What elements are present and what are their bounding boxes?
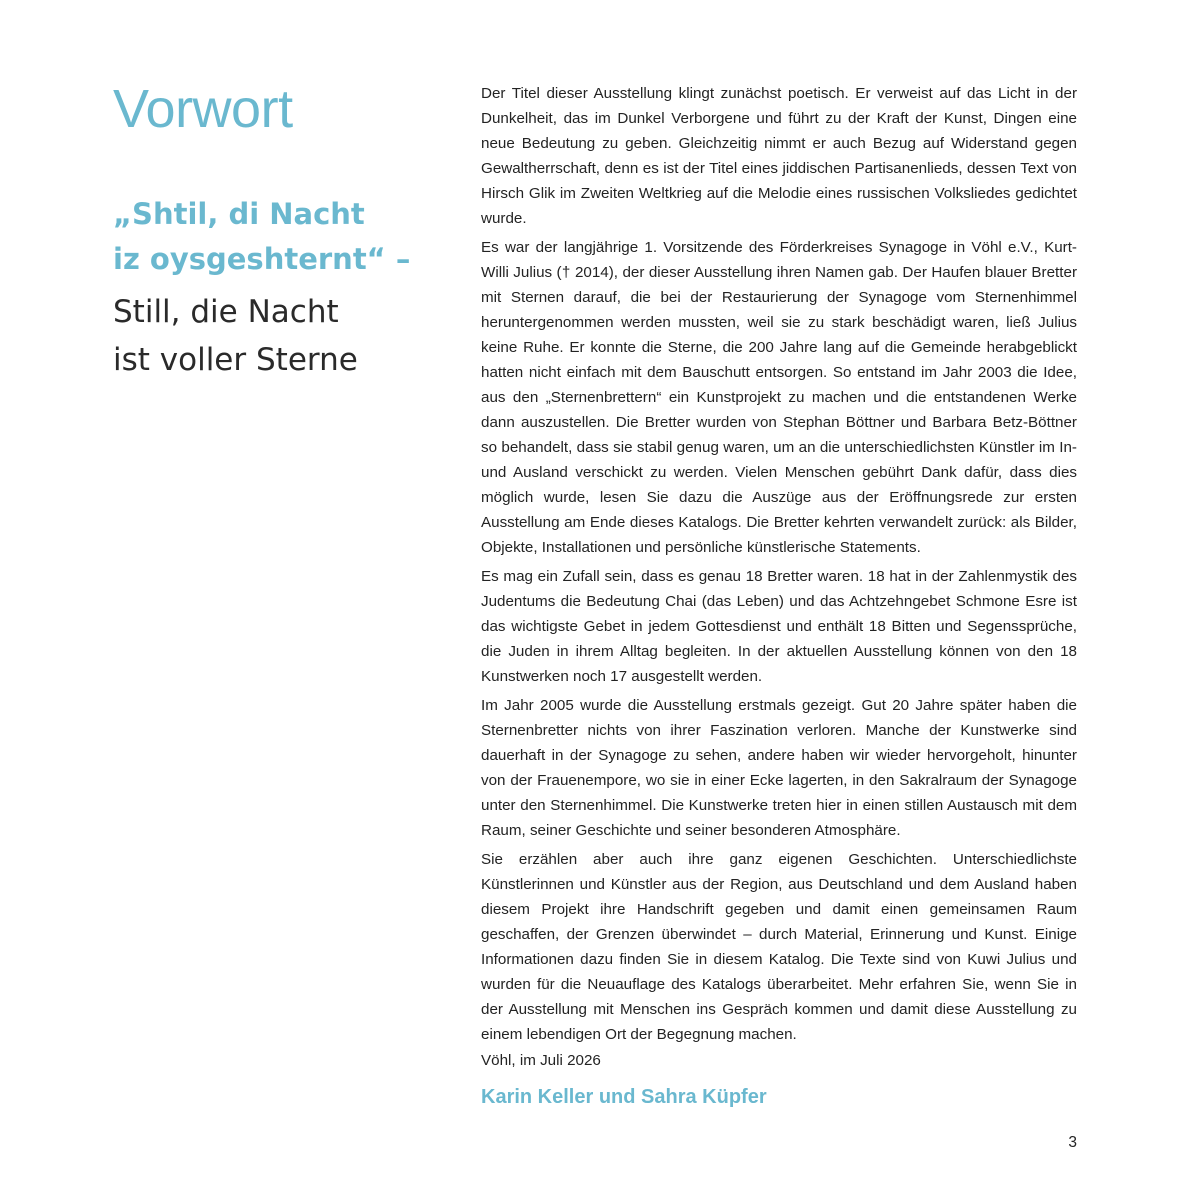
- paragraph-3: Es mag ein Zufall sein, dass es genau 18 Bretter waren. 18 hat in der Zahlenmystik des Judentums die Bedeutung Chai (das Leben) und das Achtzehngebet Schmone Esre ist das wichtigste Gebet in jedem Gottesdienst und enthält 18 Bitten und Segenssprüche, die Juden in ihrem Alltag begleiten. In der aktuellen Ausstellung können von den 18 Kunstwerken noch 17 ausgestellt werden.: [481, 568, 1077, 685]
- german-subtitle-line-1: Still, die Nacht: [113, 294, 339, 330]
- page-title: Vorwort: [113, 79, 293, 139]
- paragraph-4: Im Jahr 2005 wurde die Ausstellung erstmals gezeigt. Gut 20 Jahre später haben die Sternenbretter nichts von ihrer Faszination verloren. Manche der Kunstwerke sind dauerhaft in der Synagoge zu sehen, andere haben wir wieder hervorgeholt, hinunter von der Frauenempore, wo sie in einer Ecke lagerten, in den Sakralraum der Synagoge unter den Sternenhimmel. Die Kunstwerke treten hier in einen stillen Austausch mit dem Raum, seiner Geschichte und seiner besonderen Atmosphäre.: [481, 697, 1077, 839]
- german-subtitle: [113, 288, 453, 384]
- paragraph-1: Der Titel dieser Ausstellung klingt zunächst poetisch. Er verweist auf das Licht in der Dunkelheit, das im Dunkel Verborgene und führt zu der Kraft der Kunst, Dingen eine neue Bedeutung zu geben. Gleichzeitig nimmt er auch Bezug auf Widerstand gegen Gewaltherrschaft, denn es ist der Titel eines jiddischen Partisanenlieds, dessen Text von Hirsch Glik im Zweiten Weltkrieg auf die Melodie eines russischen Volksliedes gedichtet wurde.: [481, 85, 1077, 227]
- paragraph-5: Sie erzählen aber auch ihre ganz eigenen Geschichten. Unterschiedlichste Künstlerinnen und Künstler aus der Region, aus Deutschland und dem Ausland haben diesem Projekt ihre Handschrift gegeben und damit einen gemeinsamen Raum geschaffen, der Grenzen überwindet – durch Material, Erinnerung und Kunst. Einige Informationen dazu finden Sie in diesem Katalog. Die Texte sind von Kuwi Julius und wurden für die Neuauflage des Katalogs überarbeitet. Mehr erfahren Sie, wenn Sie in der Ausstellung mit Menschen ins Gespräch kommen und damit diese Ausstellung zu einem lebendigen Ort der Begegnung machen.: [481, 851, 1077, 1043]
- page-number: 3: [1068, 1134, 1077, 1151]
- yiddish-subtitle: [113, 192, 453, 282]
- yiddish-subtitle-line-1: „Shtil, di Nacht: [113, 197, 365, 231]
- german-subtitle-line-2: ist voller Sterne: [113, 342, 358, 378]
- body-text: [481, 81, 1077, 1051]
- paragraph-2: Es war der langjährige 1. Vorsitzende des Förderkreises Synagoge in Vöhl e.V., Kurt-Willi Julius († 2014), der dieser Ausstellung ihren Namen gab. Der Haufen blauer Bretter mit Sternen darauf, die bei der Restaurierung der Synagoge vom Sternenhimmel heruntergenommen werden mussten, weil sie zu stark beschädigt waren, ließ Julius keine Ruhe. Er konnte die Sterne, die 200 Jahre lang auf die Gemeinde herabgeblickt hatten nicht einfach mit dem Bauschutt entsorgen. So entstand im Jahr 2003 die Idee, aus den „Sternenbrettern“ ein Kunstprojekt zu machen und die entstandenen Werke dann auszustellen. Die Bretter wurden von Stephan Böttner und Barbara Betz-Böttner so behandelt, dass sie stabil genug waren, um an die unterschiedlichsten Künstler im In- und Ausland verschickt zu werden. Vielen Menschen gebührt Dank dafür, dass dies möglich wurde, lesen Sie dazu die Auszüge aus der Eröffnungsrede zur ersten Ausstellung am Ende dieses Katalogs. Die Bretter kehrten verwandelt zurück: als Bilder, Objekte, Installationen und persönliche künstlerische Statements.: [481, 239, 1077, 556]
- place-date: Vöhl, im Juli 2026: [481, 1052, 601, 1069]
- yiddish-subtitle-line-2: iz oysgeshternt“ –: [113, 242, 411, 276]
- heading-column: [113, 74, 453, 384]
- authors-signature: Karin Keller und Sahra Küpfer: [481, 1086, 767, 1108]
